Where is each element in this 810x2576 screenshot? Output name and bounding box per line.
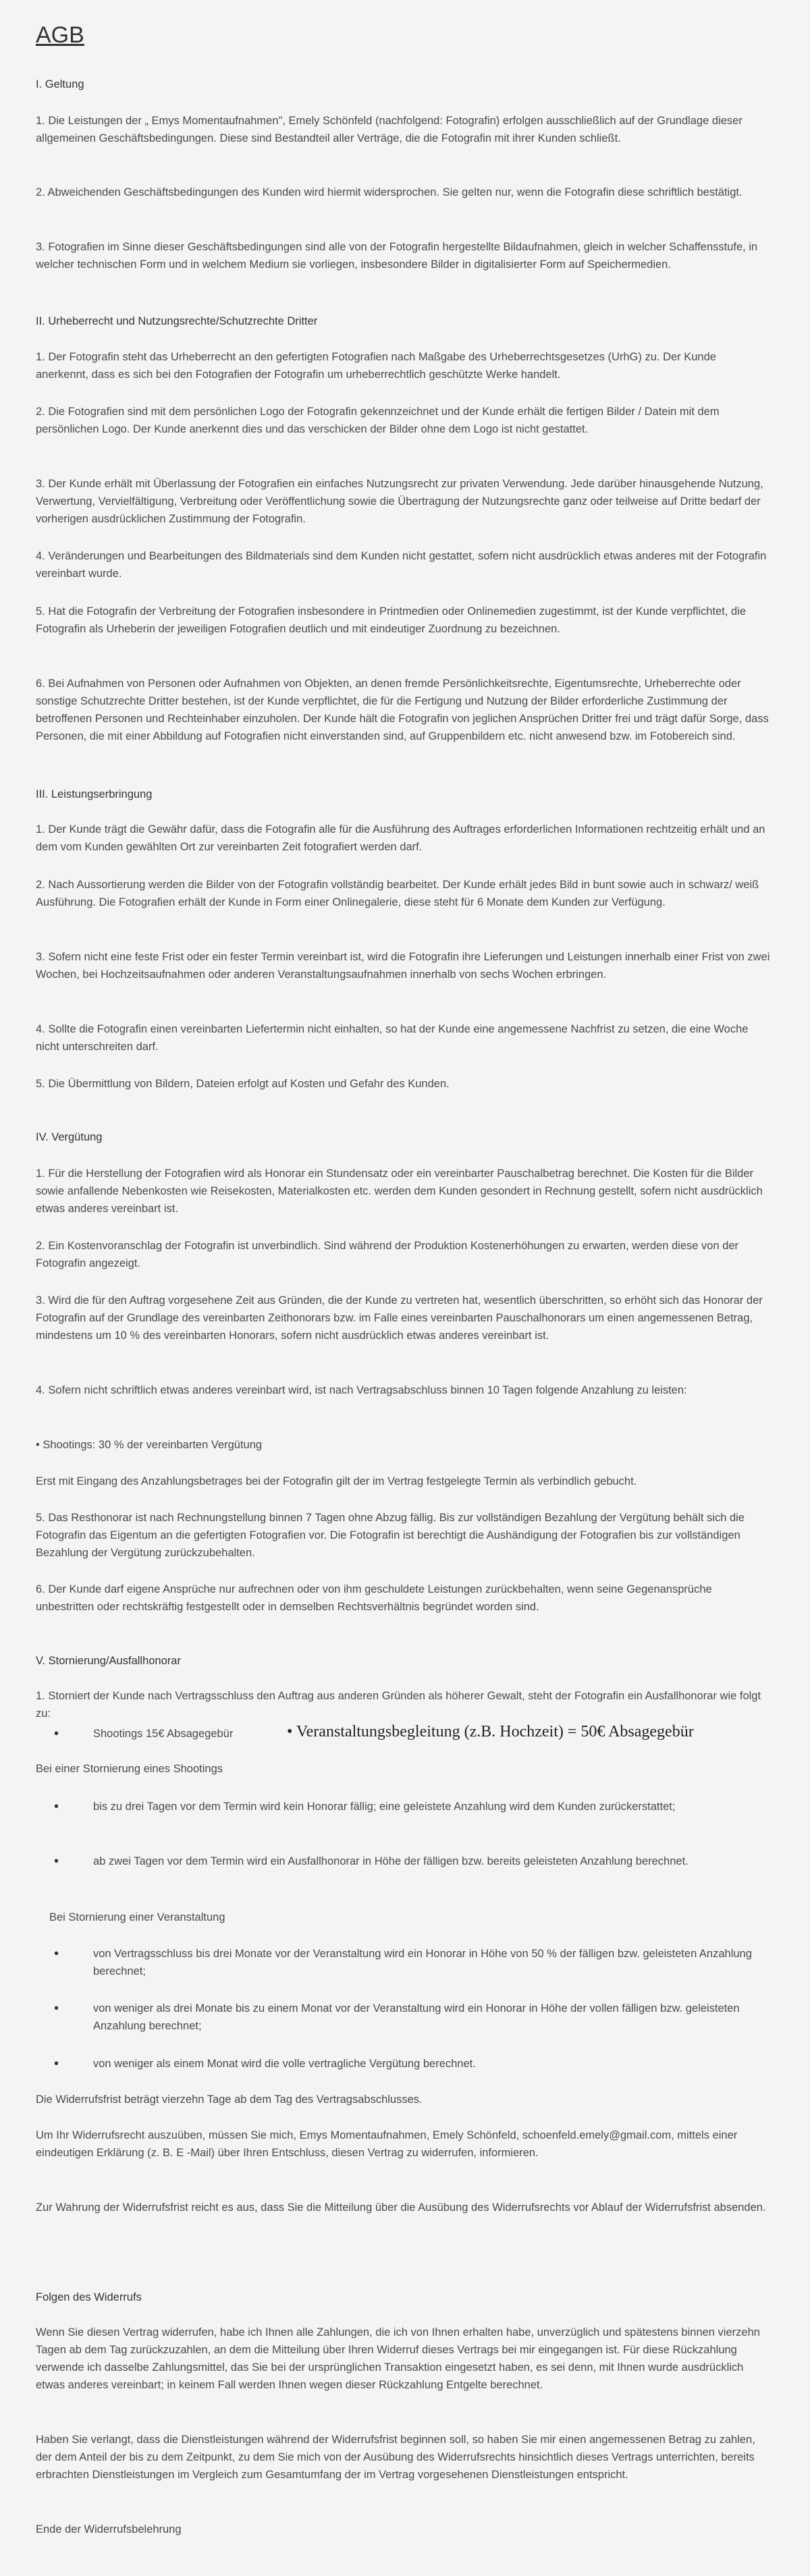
shooting-cancel-label: Bei einer Stornierung eines Shootings xyxy=(36,1763,223,1775)
fee-event: • Veranstaltungsbegleitung (z.B. Hochzeit) = 50€ Absagegebür xyxy=(287,1723,694,1741)
paragraph: Wenn Sie diesen Vertrag widerrufen, habe ich Ihnen alle Zahlungen, die ich von Ihnen erhalten habe, unverzüglich und spätestens binnen vierzehn Tagen ab dem Tag zurückzuzahlen, an dem die Mitteilung über Ihren Widerruf dieses Vertrags bei mir eingegangen ist. Für diese Rückzahlung verwende ich dasselbe Zahlungsmittel, das Sie bei der ursprünglichen Transaktion eingesetzt haben, es sei denn, mit Ihnen wurde ausdrücklich etwas anderes vereinbart; in keinem Fall werden Ihnen wegen dieser Rückzahlung Entgelte berechnet. xyxy=(36,2326,760,2391)
paragraph: 6. Der Kunde darf eigene Ansprüche nur aufrechnen oder von ihm geschuldete Leistungen zurückbehalten, wenn seine Gegenansprüche unbestritten oder rechtskräftig festgestellt oder in demselben Rechtsverhältnis begründet worden sind. xyxy=(36,1583,712,1613)
page-title: AGB xyxy=(36,22,84,48)
paragraph: Die Widerrufsfrist beträgt vierzehn Tage ab dem Tag des Vertragsabschlusses. xyxy=(36,2093,423,2106)
section-heading-geltung: I. Geltung xyxy=(36,78,84,90)
list-item: von Vertragsschluss bis drei Monate vor der Veranstaltung wird ein Honorar in Höhe von 50 % der fälligen bzw. geleisteten Anzahlung berechnet; xyxy=(93,1948,752,1977)
paragraph: 4. Sollte die Fotografin einen vereinbarten Liefertermin nicht einhalten, so hat der Kunde eine angemessene Nachfrist zu setzen, die eine Woche nicht unterschreiten darf. xyxy=(36,1023,749,1053)
paragraph: 2. Die Fotografien sind mit dem persönlichen Logo der Fotografin gekennzeichnet und der Kunde erhält die fertigen Bilder / Datein mit dem persönlichen Logo. Der Kunde anerkennt dies und das verschicken der Bilder ohne dem Logo ist nicht gestattet. xyxy=(36,406,720,435)
list-item: ab zwei Tagen vor dem Termin wird ein Ausfallhonorar in Höhe der fälligen bzw. bereits geleisteten Anzahlung berechnet. xyxy=(93,1855,688,1867)
list-item: bis zu drei Tagen vor dem Termin wird kein Honorar fällig; eine geleistete Anzahlung wird dem Kunden zurückerstattet; xyxy=(93,1801,676,1813)
section-heading-stornierung: V. Stornierung/Ausfallhonorar xyxy=(36,1655,181,1667)
section-heading-verguetung: IV. Vergütung xyxy=(36,1131,103,1143)
paragraph: 2. Abweichenden Geschäftsbedingungen des Kunden wird hiermit widersprochen. Sie gelten nur, wenn die Fotografin diese schriftlich bestätigt. xyxy=(36,186,742,198)
paragraph: 1. Die Leistungen der „ Emys Momentaufnahmen", Emely Schönfeld (nachfolgend: Fotografin) erfolgen ausschließlich auf der Grundlage dieser allgemeinen Geschäftsbedingungen. Diese sind Bestandteil aller Verträge, die die Fotografin mit ihrer Kunden schließt. xyxy=(36,115,742,144)
paragraph: 5. Die Übermittlung von Bildern, Dateien erfolgt auf Kosten und Gefahr des Kunden. xyxy=(36,1078,450,1090)
paragraph: 3. Sofern nicht eine feste Frist oder ein fester Termin vereinbart ist, wird die Fotografin ihre Lieferungen und Leistungen innerhalb einer Frist von zwei Wochen, bei Hochzeitsaufnahmen oder anderen Veranstaltungsaufnahmen innerhalb von sechs Wochen erbringen. xyxy=(36,951,770,981)
paragraph: Um Ihr Widerrufsrecht auszuüben, müssen Sie mich, Emys Momentaufnahmen, Emely Schönfeld, schoenfeld.emely@gmail.com, mittels einer eindeutigen Erklärung (z. B. E -Mail) über Ihren Entschluss, diesen Vertrag zu widerrufen, informieren. xyxy=(36,2129,738,2159)
paragraph: 6. Bei Aufnahmen von Personen oder Aufnahmen von Objekten, an denen fremde Persönlichkeitsrechte, Eigentumsrechte, Urheberrechte oder sonstige Schutzrechte Dritter bestehen, ist der Kunde verpflichtet, die für die Fertigung und Nutzung der Bilder erforderliche Zustimmung der betroffenen Personen und Rechteinhaber einzuholen. Der Kunde hält die Fotografin von jeglichen Ansprüchen Dritter frei und trägt dafür Sorge, dass Personen, die mit einer Abbildung auf Fotografien nicht einverstanden sind, auf Gruppenbildern etc. nicht anwesend bzw. im Fotobereich sind. xyxy=(36,678,769,742)
bullet-icon: • xyxy=(54,2001,59,2016)
paragraph: 1. Storniert der Kunde nach Vertragsschluss den Auftrag aus anderen Gründen als höherer Gewalt, steht der Fotografin ein Ausfallhonorar wie folgt zu: xyxy=(36,1690,761,1720)
closing-line: Ende der Widerrufsbelehrung xyxy=(36,2523,182,2536)
paragraph: 1. Der Fotografin steht das Urheberrecht an den gefertigten Fotografien nach Maßgabe des Urheberrechtsgesetzes (UrhG) zu. Der Kunde anerkennt, dass es sich bei den Fotografien der Fotografin um urheberrechtlich geschützte Werke handelt. xyxy=(36,351,716,381)
list-item: von weniger als drei Monate bis zu einem Monat vor der Veranstaltung wird ein Honorar in Höhe der vollen fälligen bzw. geleisteten Anzahlung berechnet; xyxy=(93,2002,740,2032)
paragraph: 3. Fotografien im Sinne dieser Geschäftsbedingungen sind alle von der Fotografin hergestellte Bildaufnahmen, gleich in welcher Schaffensstufe, in welcher technischen Form und in welchem Medium sie vorliegen, insbesondere Bilder in digitalisierter Form auf Speichermedien. xyxy=(36,241,758,271)
section-heading-widerruf: Folgen des Widerrufs xyxy=(36,2291,142,2303)
list-item: von weniger als einem Monat wird die volle vertragliche Vergütung berechnet. xyxy=(93,2058,476,2070)
paragraph: 5. Hat die Fotografin der Verbreitung der Fotografien insbesondere in Printmedien oder Onlinemedien zugestimmt, ist der Kunde verpflichtet, die Fotografin als Urheberin der jeweiligen Fotografien deutlich und mit eindeutiger Zuordnung zu bezeichnen. xyxy=(36,605,746,635)
paragraph: 4. Sofern nicht schriftlich etwas anderes vereinbart wird, ist nach Vertragsabschluss binnen 10 Tagen folgende Anzahlung zu leisten: xyxy=(36,1384,687,1396)
fee-shooting: Shootings 15€ Absagegebür xyxy=(93,1728,234,1740)
bullet-icon: • xyxy=(54,1799,59,1814)
paragraph: 2. Nach Aussortierung werden die Bilder von der Fotografin vollständig bearbeitet. Der Kunde erhält jedes Bild in bunt sowie auch in schwarz/ weiß Ausführung. Die Fotografien erhält der Kunde in Form einer Onlinegalerie, diese steht für 6 Monate dem Kunden zur Verfügung. xyxy=(36,879,759,908)
paragraph: 5. Das Resthonorar ist nach Rechnungstellung binnen 7 Tagen ohne Abzug fällig. Bis zur vollständigen Bezahlung der Vergütung behält sich die Fotografin das Eigentum an die gefertigten Fotografien vor. Die Fotografin ist berechtigt die Aushändigung der Fotografien bis zur vollständigen Bezahlung der Vergütung zurückzubehalten. xyxy=(36,1512,745,1559)
paragraph: 3. Der Kunde erhält mit Überlassung der Fotografien ein einfaches Nutzungsrecht zur privaten Verwendung. Jede darüber hinausgehende Nutzung, Verwertung, Vervielfältigung, Verbreitung oder Veröffentlichung sowie die Übertragung der Nutzungsrechte ganz oder teilweise auf Dritte bedarf der vorherigen ausdrücklichen Zustimmung der Fotografin. xyxy=(36,478,763,525)
paragraph: 2. Ein Kostenvoranschlag der Fotografin ist unverbindlich. Sind während der Produktion Kostenerhöhungen zu erwarten, werden diese von der Fotografin angezeigt. xyxy=(36,1240,739,1269)
bullet-icon: • xyxy=(54,1946,59,1961)
bullet-icon: • xyxy=(54,2056,59,2071)
paragraph: • Shootings: 30 % der vereinbarten Vergütung xyxy=(36,1439,263,1451)
paragraph: Erst mit Eingang des Anzahlungsbetrages bei der Fotografin gilt der im Vertrag festgelegte Termin als verbindlich gebucht. xyxy=(36,1475,637,1487)
paragraph: 4. Veränderungen und Bearbeitungen des Bildmaterials sind dem Kunden nicht gestattet, sofern nicht ausdrücklich etwas anderes mit der Fotografin vereinbart wurde. xyxy=(36,550,767,580)
paragraph: 1. Für die Herstellung der Fotografien wird als Honorar ein Stundensatz oder ein vereinbarter Pauschalbetrag berechnet. Die Kosten für die Bilder sowie anfallende Nebenkosten wie Reisekosten, Materialkosten etc. werden dem Kunden gesondert in Rechnung gestellt, sofern nicht ausdrücklich etwas anderes vereinbart ist. xyxy=(36,1168,763,1215)
paragraph: Zur Wahrung der Widerrufsfrist reicht es aus, dass Sie die Mitteilung über die Ausübung des Widerrufsrechts vor Ablauf der Widerrufsfrist absenden. xyxy=(36,2201,766,2214)
bullet-icon: • xyxy=(54,1726,59,1741)
event-cancel-label: Bei Stornierung einer Veranstaltung xyxy=(49,1911,225,1923)
section-heading-leistungserbringung: III. Leistungserbringung xyxy=(36,788,153,800)
bullet-icon: • xyxy=(54,1854,59,1869)
paragraph: 1. Der Kunde trägt die Gewähr dafür, dass die Fotografin alle für die Ausführung des Auftrages erforderlichen Informationen rechtzeitig erhält und an dem vom Kunden gewählten Ort zur vereinbarten Zeit fotografiert werden darf. xyxy=(36,823,765,853)
section-heading-urheberrecht: II. Urheberrecht und Nutzungsrechte/Schutzrechte Dritter xyxy=(36,315,318,327)
paragraph: 3. Wird die für den Auftrag vorgesehene Zeit aus Gründen, die der Kunde zu vertreten hat, wesentlich überschritten, so erhöht sich das Honorar der Fotografin auf der Grundlage des vereinbarten Zeithonorars bzw. im Falle eines vereinbarten Pauschalhonorars um einen angemessenen Betrag, mindestens um 10 % des vereinbarten Honorars, sofern nicht ausdrücklich etwas anderes vereinbart ist. xyxy=(36,1294,763,1342)
paragraph: Haben Sie verlangt, dass die Dienstleistungen während der Widerrufsfrist beginnen soll, so haben Sie mir einen angemessenen Betrag zu zahlen, der dem Anteil der bis zu dem Zeitpunkt, zu dem Sie mich von der Ausübung des Widerrufsrechts hinsichtlich dieses Vertrags unterrichten, bereits erbrachten Dienstleistungen im Vergleich zum Gesamtumfang der im Vertrag vorgesehenen Dienstleistungen entspricht. xyxy=(36,2434,755,2481)
